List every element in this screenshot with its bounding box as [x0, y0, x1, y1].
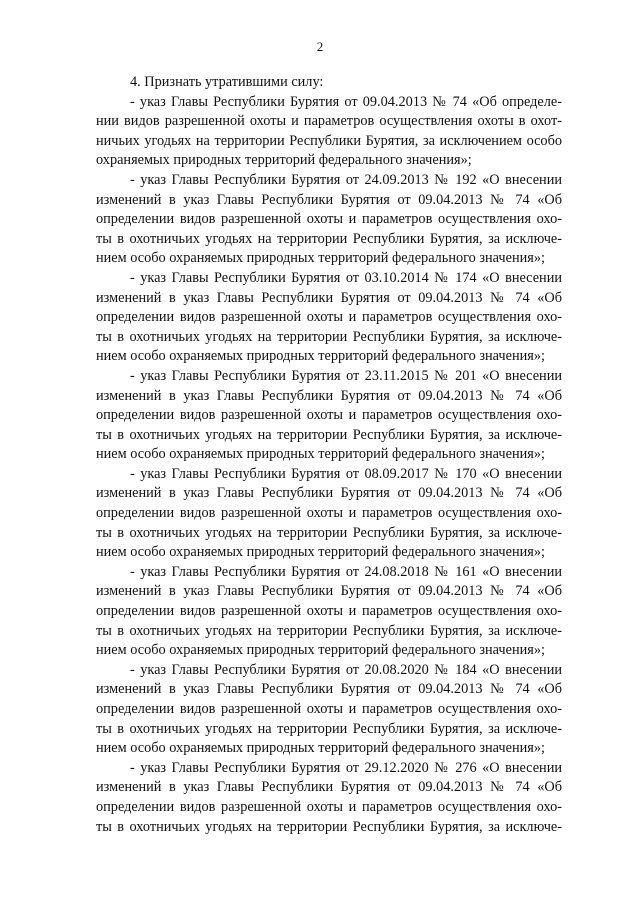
decree-item — [96, 269, 562, 367]
text-line: - указ Главы Республики Бурятия от 09.04.2013 № 74 «Об определе- — [130, 93, 562, 110]
text-line: изменений в указ Главы Республики Бурятия от 09.04.2013 № 74 «Об — [96, 387, 562, 404]
text-line: определении видов разрешенной охоты и параметров осуществления охо- — [96, 603, 562, 620]
text-line: - указ Главы Республики Бурятия от 24.09.2013 № 192 «О внесении — [130, 171, 562, 188]
decree-item — [96, 661, 562, 759]
text-line: изменений в указ Главы Республики Бурятия от 09.04.2013 № 74 «Об — [96, 485, 562, 502]
text-line: охраняемых природных территорий федерального значения»; — [96, 152, 472, 169]
text-line: определении видов разрешенной охоты и параметров осуществления охо- — [96, 211, 562, 228]
text-line: определении видов разрешенной охоты и параметров осуществления охо- — [96, 701, 562, 717]
text-line: ты в охотничьих угодьях на территории Республики Бурятия, за исключе- — [96, 426, 562, 443]
text-line: - указ Главы Республики Бурятия от 20.08.2020 № 184 «О внесении — [130, 661, 562, 678]
text-line: ты в охотничьих угодьях на территории Республики Бурятия, за исключе- — [96, 720, 562, 737]
text-line: ты в охотничьих угодьях на территории Республики Бурятия, за исключе- — [96, 230, 562, 247]
text-line: - указ Главы Республики Бурятия от 24.08.2018 № 161 «О внесении — [130, 563, 562, 580]
text-line: изменений в указ Главы Республики Бурятия от 09.04.2013 № 74 «Об — [96, 681, 562, 698]
text-line: определении видов разрешенной охоты и параметров осуществления охо- — [96, 407, 562, 424]
text-line: - указ Главы Республики Бурятия от 03.10.2014 № 174 «О внесении — [130, 269, 562, 286]
text-line: изменений в указ Главы Республики Бурятия от 09.04.2013 № 74 «Об — [96, 191, 562, 208]
text-line: изменений в указ Главы Республики Бурятия от 09.04.2013 № 74 «Об — [96, 779, 562, 796]
text-line: изменений в указ Главы Республики Бурятия от 09.04.2013 № 74 «Об — [96, 583, 562, 600]
text-line: нием особо охраняемых природных территорий федерального значения»; — [96, 348, 545, 365]
text-line: ты в охотничьих угодьях на территории Республики Бурятия, за исключе- — [96, 622, 562, 639]
text-line: определении видов разрешенной охоты и параметров осуществления охо- — [96, 798, 562, 815]
text-line: ты в охотничьих угодьях на территории Республики Бурятия, за исключе- — [96, 524, 562, 541]
decree-item — [96, 93, 562, 171]
text-line: нием особо охраняемых природных территорий федерального значения»; — [96, 642, 545, 659]
decree-list — [96, 93, 562, 838]
decree-item — [96, 759, 562, 837]
text-line: нием особо охраняемых природных территорий федерального значения»; — [96, 740, 545, 757]
text-line: нии видов разрешенной охоты и параметров осуществления охоты в охот- — [96, 113, 562, 130]
text-line: ты в охотничьих угодьях на территории Республики Бурятия, за исключе- — [96, 818, 562, 835]
document-body — [96, 73, 562, 837]
text-line: - указ Главы Республики Бурятия от 29.12.2020 № 276 «О внесении — [130, 759, 562, 776]
text-line: ты в охотничьих угодьях на территории Республики Бурятия, за исключе- — [96, 328, 562, 345]
text-line: нием особо охраняемых природных территорий федерального значения»; — [96, 446, 545, 463]
text-line: - указ Главы Республики Бурятия от 08.09.2017 № 170 «О внесении — [130, 465, 562, 482]
decree-item — [96, 465, 562, 563]
text-line: нием особо охраняемых природных территорий федерального значения»; — [96, 250, 545, 267]
section-heading: 4. Признать утратившими силу: — [130, 74, 324, 90]
decree-item — [96, 171, 562, 269]
text-line: определении видов разрешенной охоты и параметров осуществления охо- — [96, 309, 562, 326]
decree-item — [96, 563, 562, 661]
text-line: изменений в указ Главы Республики Бурятия от 09.04.2013 № 74 «Об — [96, 289, 562, 306]
page-number: 2 — [316, 39, 324, 54]
text-line: нием особо охраняемых природных территорий федерального значения»; — [96, 544, 545, 561]
decree-item — [96, 367, 562, 465]
text-line: - указ Главы Республики Бурятия от 23.11.2015 № 201 «О внесении — [130, 367, 562, 384]
text-line: определении видов разрешенной охоты и параметров осуществления охо- — [96, 505, 562, 522]
text-line: ничьих угодьях на территории Республики Бурятия, за исключением особо — [96, 132, 562, 149]
